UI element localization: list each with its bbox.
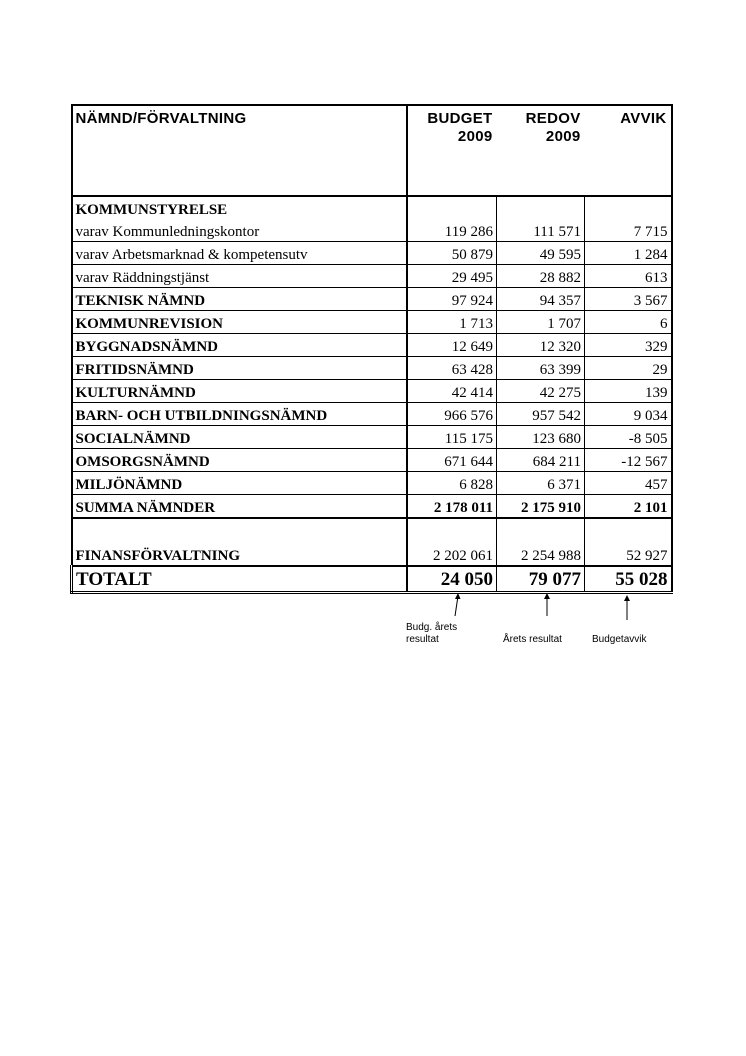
cell-label: TEKNISK NÄMND <box>72 288 407 311</box>
finans-redov: 2 254 988 <box>497 543 585 566</box>
table-header-row <box>72 105 672 196</box>
cell-budget: 115 175 <box>407 426 497 449</box>
cell-budget <box>407 196 497 219</box>
summa-budget: 2 178 011 <box>407 495 497 519</box>
cell-redov: 111 571 <box>497 219 585 242</box>
cell-redov <box>497 196 585 219</box>
cell-avvik: 457 <box>585 472 672 495</box>
cell-label: BARN- OCH UTBILDNINGSNÄMND <box>72 403 407 426</box>
arrow-up-icon <box>541 592 553 618</box>
table-row <box>72 403 672 426</box>
table-row <box>72 472 672 495</box>
cell-budget: 1 713 <box>407 311 497 334</box>
summa-row <box>72 495 672 519</box>
budget-table-container <box>70 104 670 594</box>
cell-label: SOCIALNÄMND <box>72 426 407 449</box>
cell-avvik <box>585 196 672 219</box>
summa-avvik: 2 101 <box>585 495 672 519</box>
table-row <box>72 242 672 265</box>
cell-budget: 12 649 <box>407 334 497 357</box>
cell-redov: 957 542 <box>497 403 585 426</box>
table-row <box>72 357 672 380</box>
cell-redov: 123 680 <box>497 426 585 449</box>
finans-budget: 2 202 061 <box>407 543 497 566</box>
cell-label: BYGGNADSNÄMND <box>72 334 407 357</box>
cell-avvik: 9 034 <box>585 403 672 426</box>
header-avvik: AVVIK <box>585 105 672 196</box>
totalt-redov: 79 077 <box>497 566 585 593</box>
header-budget: BUDGET 2009 <box>407 105 497 196</box>
annotation-avvik: Budgetavvik <box>592 634 647 645</box>
cell-budget: 966 576 <box>407 403 497 426</box>
cell-label: varav Räddningstjänst <box>72 265 407 288</box>
cell-budget: 42 414 <box>407 380 497 403</box>
finans-label: FINANSFÖRVALTNING <box>72 543 407 566</box>
cell-avvik: 1 284 <box>585 242 672 265</box>
cell-budget: 119 286 <box>407 219 497 242</box>
totalt-label: TOTALT <box>72 566 407 593</box>
cell-budget: 97 924 <box>407 288 497 311</box>
cell-redov: 12 320 <box>497 334 585 357</box>
totalt-avvik: 55 028 <box>585 566 672 593</box>
cell-redov: 6 371 <box>497 472 585 495</box>
header-redov: REDOV 2009 <box>497 105 585 196</box>
cell-avvik: -12 567 <box>585 449 672 472</box>
cell-label: KOMMUNSTYRELSE <box>72 196 407 219</box>
table-row <box>72 380 672 403</box>
totalt-budget: 24 050 <box>407 566 497 593</box>
cell-avvik: 329 <box>585 334 672 357</box>
cell-avvik: 29 <box>585 357 672 380</box>
cell-label: KOMMUNREVISION <box>72 311 407 334</box>
cell-redov: 49 595 <box>497 242 585 265</box>
cell-budget: 29 495 <box>407 265 497 288</box>
table-row <box>72 449 672 472</box>
cell-budget: 671 644 <box>407 449 497 472</box>
table-body <box>72 196 672 495</box>
cell-avvik: -8 505 <box>585 426 672 449</box>
cell-label: MILJÖNÄMND <box>72 472 407 495</box>
cell-budget: 63 428 <box>407 357 497 380</box>
arrow-up-icon <box>621 594 633 620</box>
table-row <box>72 426 672 449</box>
cell-label: varav Kommunledningskontor <box>72 219 407 242</box>
cell-redov: 684 211 <box>497 449 585 472</box>
cell-budget: 50 879 <box>407 242 497 265</box>
cell-avvik: 139 <box>585 380 672 403</box>
table-row <box>72 288 672 311</box>
budget-table <box>70 104 673 594</box>
cell-redov: 28 882 <box>497 265 585 288</box>
table-row <box>72 196 672 219</box>
cell-avvik: 6 <box>585 311 672 334</box>
finans-row <box>72 543 672 566</box>
cell-redov: 42 275 <box>497 380 585 403</box>
cell-redov: 1 707 <box>497 311 585 334</box>
table-row <box>72 265 672 288</box>
cell-label: FRITIDSNÄMND <box>72 357 407 380</box>
totalt-row <box>72 566 672 593</box>
summa-label: SUMMA NÄMNDER <box>72 495 407 519</box>
header-namnd: NÄMND/FÖRVALTNING <box>72 105 407 196</box>
cell-redov: 94 357 <box>497 288 585 311</box>
cell-budget: 6 828 <box>407 472 497 495</box>
finans-avvik: 52 927 <box>585 543 672 566</box>
spacer-row <box>72 518 672 543</box>
table-row <box>72 334 672 357</box>
table-row <box>72 219 672 242</box>
summa-redov: 2 175 910 <box>497 495 585 519</box>
cell-label: OMSORGSNÄMND <box>72 449 407 472</box>
cell-label: KULTURNÄMND <box>72 380 407 403</box>
arrow-up-icon <box>451 592 463 618</box>
annotation-redov: Årets resultat <box>503 634 562 645</box>
cell-avvik: 7 715 <box>585 219 672 242</box>
table-row <box>72 311 672 334</box>
cell-avvik: 613 <box>585 265 672 288</box>
cell-avvik: 3 567 <box>585 288 672 311</box>
annotation-budget: Budg. årets resultat <box>406 622 458 645</box>
cell-label: varav Arbetsmarknad & kompetensutv <box>72 242 407 265</box>
cell-redov: 63 399 <box>497 357 585 380</box>
